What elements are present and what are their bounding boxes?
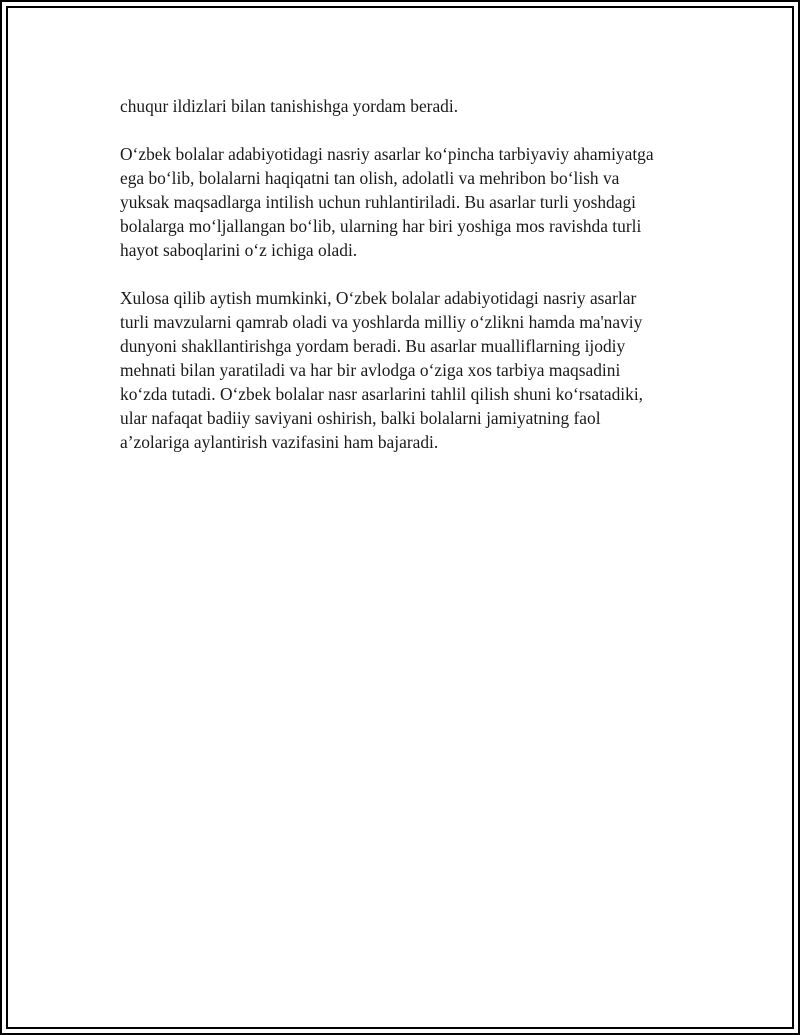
paragraph-3: [120, 286, 710, 454]
paragraph-2: [120, 142, 710, 262]
paragraph-line: O‘zbek bolalar adabiyotidagi nasriy asarlar ko‘pincha tarbiyaviy ahamiyatga: [120, 144, 654, 164]
paragraph-line: yuksak maqsadlarga intilish uchun ruhlantiriladi. Bu asarlar turli yoshdagi: [120, 192, 636, 212]
paragraph-line: a’zolariga aylantirish vazifasini ham bajaradi.: [120, 432, 439, 452]
paragraph-line: hayot saboqlarini o‘z ichiga oladi.: [120, 240, 358, 260]
paragraph-line: ko‘zda tutadi. O‘zbek bolalar nasr asarlarini tahlil qilish shuni ko‘rsatadiki,: [120, 384, 644, 404]
paragraph-line: ular nafaqat badiiy saviyani oshirish, balki bolalarni jamiyatning faol: [120, 408, 601, 428]
paragraph-line: bolalarga mo‘ljallangan bo‘lib, ularning har biri yoshiga mos ravishda turli: [120, 216, 642, 236]
document-body: [120, 94, 710, 478]
paragraph-line: chuqur ildizlari bilan tanishishga yordam beradi.: [120, 96, 459, 116]
paragraph-line: mehnati bilan yaratiladi va har bir avlodga o‘ziga xos tarbiya maqsadini: [120, 360, 621, 380]
paragraph-line: Xulosa qilib aytish mumkinki, O‘zbek bolalar adabiyotidagi nasriy asarlar: [120, 288, 637, 308]
paragraph-line: dunyoni shakllantirishga yordam beradi. Bu asarlar mualliflarning ijodiy: [120, 336, 626, 356]
paragraph-1: [120, 94, 710, 118]
paragraph-line: ega bo‘lib, bolalarni haqiqatni tan olish, adolatli va mehribon bo‘lish va: [120, 168, 620, 188]
paragraph-line: turli mavzularni qamrab oladi va yoshlarda milliy o‘zlikni hamda ma'naviy: [120, 312, 643, 332]
